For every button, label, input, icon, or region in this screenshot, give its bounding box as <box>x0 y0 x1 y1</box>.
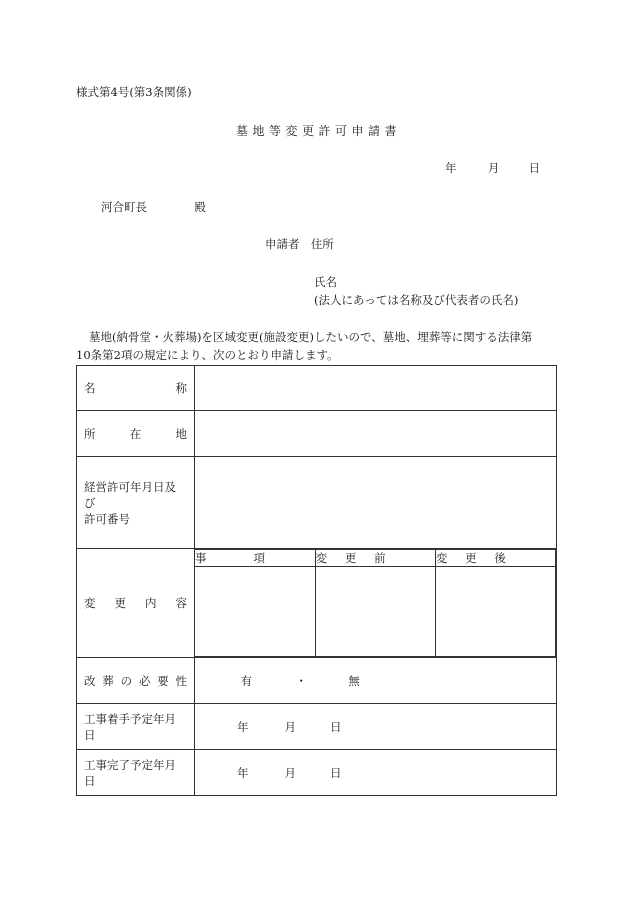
reburial-label-text: 改 葬 の 必 要 性 <box>84 673 187 688</box>
start-year-label: 年 <box>237 719 249 734</box>
name-value-cell[interactable] <box>195 366 557 411</box>
applicant-address-label: 住所 <box>310 237 334 251</box>
applicant-address-line <box>265 236 334 252</box>
change-before-cell[interactable] <box>315 567 435 657</box>
end-label-cell <box>77 750 195 796</box>
change-after-cell[interactable] <box>435 567 555 657</box>
reburial-value-cell <box>195 658 557 704</box>
permit-value-cell[interactable] <box>195 457 557 549</box>
change-label-text: 変 更 内 容 <box>84 596 187 610</box>
start-date-cell[interactable] <box>195 704 557 750</box>
applicant-name-note: (法人にあっては名称及び代表者の氏名) <box>314 293 519 307</box>
permit-label-cell <box>77 457 195 549</box>
start-label-cell <box>77 704 195 750</box>
permit-label-line-2: 許可番号 <box>84 511 130 526</box>
addressee <box>101 199 206 215</box>
reburial-yes[interactable]: 有 <box>240 673 253 688</box>
reburial-label-cell <box>77 658 195 704</box>
start-month-label: 月 <box>284 719 296 734</box>
end-label: 工事完了予定年月日 <box>84 757 176 788</box>
reburial-dot: ・ <box>295 673 307 688</box>
body-text-line-1: 墓地(納骨堂・火葬場)を区域変更(施設変更)したいので、墓地、埋葬等に関する法律第 <box>89 330 533 344</box>
location-label-text: 所 在 地 <box>84 426 187 441</box>
form-number: 様式第4号(第3条関係) <box>76 85 192 99</box>
row-end-date <box>77 750 557 796</box>
end-year-label: 年 <box>237 765 249 780</box>
date-line <box>445 160 540 176</box>
name-label-text: 名 称 <box>84 381 187 395</box>
row-name <box>77 366 557 411</box>
row-permit <box>77 457 557 549</box>
change-label-cell <box>77 549 195 658</box>
location-label <box>84 426 187 442</box>
page-title: 墓地等変更許可申請書 <box>236 124 402 138</box>
change-item-cell[interactable] <box>195 567 315 657</box>
change-header-after: 変 更 後 <box>435 550 555 567</box>
date-year-label: 年 <box>445 161 457 175</box>
applicant-name-label: 氏名 <box>314 275 337 289</box>
application-table <box>76 365 557 796</box>
start-label: 工事着手予定年月日 <box>84 711 176 742</box>
row-change <box>77 549 557 658</box>
location-label-cell <box>77 411 195 457</box>
end-day-label: 日 <box>330 765 342 780</box>
addressee-name: 河合町長 <box>101 200 147 214</box>
change-label <box>84 595 187 611</box>
change-header-item: 事 項 <box>195 550 315 567</box>
row-location <box>77 411 557 457</box>
reburial-label <box>84 673 187 689</box>
row-start-date <box>77 704 557 750</box>
reburial-no[interactable]: 無 <box>348 673 360 688</box>
applicant-label: 申請者 <box>265 237 300 251</box>
permit-label-line-1: 経営許可年月日及び <box>84 479 176 510</box>
change-header-before: 変 更 前 <box>315 550 435 567</box>
date-day-label: 日 <box>528 161 541 175</box>
name-label <box>84 380 187 396</box>
body-text-line-2: 10条第2項の規定により、次のとおり申請します。 <box>76 348 339 362</box>
change-detail-cell <box>195 549 557 658</box>
start-day-label: 日 <box>330 719 342 734</box>
addressee-honorific: 殿 <box>194 200 206 214</box>
row-reburial <box>77 658 557 704</box>
date-month-label: 月 <box>487 161 500 175</box>
end-date-cell[interactable] <box>195 750 557 796</box>
name-label-cell <box>77 366 195 411</box>
location-value-cell[interactable] <box>195 411 557 457</box>
end-month-label: 月 <box>284 765 296 780</box>
change-detail-table <box>195 549 556 657</box>
